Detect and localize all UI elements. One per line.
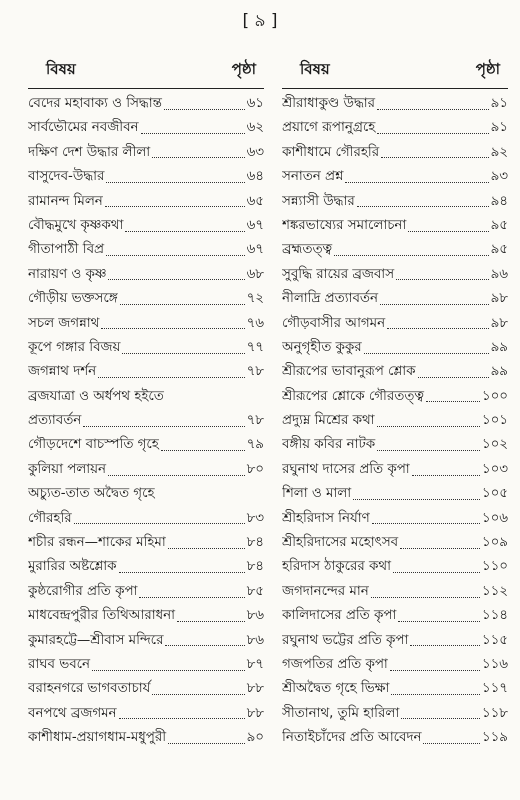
toc-entry <box>282 483 508 507</box>
toc-entry-title: বরাহনগরে ভাগবতাচার্য <box>28 681 151 697</box>
toc-entry <box>28 215 264 239</box>
toc-entry-title: শ্রীরূপের ভাবানুরূপ শ্লোক <box>282 364 416 380</box>
toc-entry <box>28 459 264 483</box>
toc-entry-page: ১১০ <box>481 559 508 575</box>
dot-leader <box>377 109 489 110</box>
toc-entry <box>282 654 508 678</box>
toc-entry <box>282 264 508 288</box>
toc-entry-title: বৌদ্ধমুখে কৃষ্ণকথা <box>28 217 124 233</box>
toc-entry <box>282 605 508 629</box>
toc-entry-title: ব্রজযাত্রা ও অর্ধপথ হইতে <box>28 388 164 404</box>
toc-entry-title: প্রয়াগে রূপানুগ্রহে <box>282 120 376 136</box>
toc-entry <box>28 313 264 337</box>
toc-entry-title: সুবুদ্ধি রায়ের ব্রজবাস <box>282 266 395 282</box>
dot-leader <box>98 377 244 378</box>
toc-entry-page: ৮৬ <box>246 632 264 648</box>
toc-entry-page: ৮০ <box>246 461 264 477</box>
dot-leader <box>108 475 245 476</box>
toc-entry-title: সার্বভৌমের নবজীবন <box>28 120 139 136</box>
toc-entry-page: ৯৬ <box>490 266 508 282</box>
toc-entry-page: ৬৩ <box>246 144 264 160</box>
dot-leader <box>391 694 480 695</box>
toc-entry <box>282 556 508 580</box>
toc-entry-page: ৯৯ <box>490 339 508 355</box>
dot-leader <box>412 475 480 476</box>
dot-leader <box>371 597 480 598</box>
toc-entry-title: ব্রহ্মতত্ত্ব <box>282 242 333 258</box>
toc-entry-title: গৌড়ীয় ভক্তসঙ্গে <box>28 291 118 307</box>
toc-entry <box>28 703 264 727</box>
toc-entry-page: ৬২ <box>246 120 264 136</box>
dot-leader <box>408 231 488 232</box>
dot-leader <box>83 426 244 427</box>
toc-entry <box>282 532 508 556</box>
header-rule <box>282 88 508 89</box>
dot-leader <box>390 670 480 671</box>
toc-entry <box>282 93 508 117</box>
toc-entry <box>28 386 264 410</box>
toc-entry-page: ৭৬ <box>246 315 264 331</box>
toc-entry-title: সচল জগন্নাথ <box>28 315 100 331</box>
toc-entry <box>28 727 264 751</box>
toc-entry <box>28 191 264 215</box>
toc-entry-page: ৯২ <box>490 144 508 160</box>
toc-entry-page: ১০২ <box>481 437 508 453</box>
toc-entry-title: গৌড়দেশে বাচস্পতি গৃহে <box>28 437 159 453</box>
toc-entry <box>282 361 508 385</box>
dot-leader <box>152 157 244 158</box>
toc-entry-title: রঘুনাথ ভট্টের প্রতি কৃপা <box>282 632 409 648</box>
toc-entry <box>282 288 508 312</box>
dot-leader <box>101 328 244 329</box>
toc-entry <box>282 630 508 654</box>
toc-entry-page: ৯৫ <box>490 217 508 233</box>
dot-leader <box>141 133 245 134</box>
toc-column-left <box>28 58 264 752</box>
toc-entry-title: শ্রীঅদ্বৈত গৃহে ভিক্ষা <box>282 681 390 697</box>
dot-leader <box>357 206 489 207</box>
toc-entry-title: হরিদাস ঠাকুরের কথা <box>282 559 391 575</box>
toc-list-left <box>28 93 264 752</box>
toc-entry-page: ১০৬ <box>481 510 508 526</box>
toc-entry-page: ১০০ <box>481 388 508 404</box>
dot-leader <box>423 743 479 744</box>
toc-entry-title: শচীর রন্ধন—শাকের মহিমা <box>28 535 166 551</box>
toc-entry-title: দক্ষিণ দেশ উদ্ধার লীলা <box>28 144 151 160</box>
toc-entry-page: ৬৫ <box>246 193 264 209</box>
dot-leader <box>105 206 245 207</box>
toc-entry <box>282 434 508 458</box>
toc-entry-title: রঘুনাথ দাসের প্রতি কৃপা <box>282 461 410 477</box>
dot-leader <box>119 718 245 719</box>
toc-entry <box>28 556 264 580</box>
toc-entry-title: গৌরহরি <box>28 510 72 526</box>
toc-entry-page: ১০৫ <box>481 486 508 502</box>
toc-entry-title: সীতানাথ, তুমি হারিলা <box>282 705 400 721</box>
toc-entry-title: শিলা ও মালা <box>282 486 352 502</box>
toc-entry-title: নারায়ণ ও কৃষ্ণ <box>28 266 107 282</box>
toc-entry <box>28 483 264 507</box>
dot-leader <box>106 255 245 256</box>
toc-entry-title: কুমারহট্টে—শ্রীবাস মন্দিরে <box>28 632 164 648</box>
toc-entry <box>28 581 264 605</box>
toc-entry-title: সনাতন প্রশ্ন <box>282 169 344 185</box>
toc-entry-title: বাসুদেব-উদ্ধার <box>28 169 105 185</box>
page-number: [ ৯ ] <box>242 11 278 31</box>
toc-entry-page: ৮৮ <box>246 681 264 697</box>
toc-entry-page: ১১২ <box>481 583 508 599</box>
dot-leader <box>120 304 245 305</box>
toc-entry-title: শ্রীহরিদাসের মহোৎসব <box>282 535 399 551</box>
toc-entry-page: ৮৫ <box>246 583 264 599</box>
toc-entry <box>28 410 264 434</box>
toc-entry <box>28 288 264 312</box>
toc-entry-page: ৯৫ <box>490 242 508 258</box>
dot-leader <box>122 353 244 354</box>
toc-entry-title: প্রদ্যুম্ন মিশ্রের কথা <box>282 413 375 429</box>
dot-leader <box>125 231 244 232</box>
toc-entry <box>28 630 264 654</box>
toc-entry-page: ১১৫ <box>481 632 508 648</box>
toc-entry-title: শঙ্করভাষ্যের সমালোচনা <box>282 217 407 233</box>
toc-entry-page: ৯১ <box>490 120 508 136</box>
toc-entry <box>28 117 264 141</box>
toc-entry <box>28 678 264 702</box>
toc-entry-page: ৬৪ <box>246 169 264 185</box>
toc-entry-title: বনপথে ব্রজগমন <box>28 705 117 721</box>
toc-entry-page: ৮৪ <box>246 535 264 551</box>
toc-entry <box>282 703 508 727</box>
toc-entry-page: ৭৮ <box>246 413 264 429</box>
dot-leader <box>387 328 489 329</box>
toc-entry <box>28 654 264 678</box>
dot-leader <box>92 670 245 671</box>
toc-entry-title: অনুগৃহীত কুকুর <box>282 339 362 355</box>
toc-entry-page: ১০৯ <box>481 535 508 551</box>
toc-entry-title: রামানন্দ মিলন <box>28 193 103 209</box>
toc-entry-page: ৮৬ <box>246 608 264 624</box>
dot-leader <box>377 450 480 451</box>
dot-leader <box>401 718 480 719</box>
toc-entry-page: ৬১ <box>246 96 264 111</box>
toc-entry <box>282 581 508 605</box>
toc-entry <box>28 239 264 263</box>
toc-entry <box>282 215 508 239</box>
toc-entry-title: জগদানন্দের মান <box>282 583 369 599</box>
toc-entry <box>28 142 264 166</box>
page-header: পৃষ্ঠা <box>231 60 256 78</box>
toc-entry <box>28 93 264 117</box>
dot-leader <box>152 694 244 695</box>
toc-entry <box>282 678 508 702</box>
toc-entry <box>282 313 508 337</box>
toc-entry-title: গীতাপাঠী বিপ্র <box>28 242 105 258</box>
dot-leader <box>398 621 480 622</box>
topic-header: বিষয় <box>46 60 76 78</box>
toc-entry-title: প্রত্যাবর্তন <box>28 413 82 429</box>
toc-entry-title: নিতাইচাঁদের প্রতি আবেদন <box>282 730 422 746</box>
toc-entry-page: ৬৭ <box>246 217 264 233</box>
dot-leader <box>168 548 245 549</box>
toc-entry-page: ৮৮ <box>246 705 264 721</box>
dot-leader <box>381 157 488 158</box>
dot-leader <box>165 645 244 646</box>
toc-entry-title: গৌড়বাসীর আগমন <box>282 315 386 331</box>
toc-entry <box>282 337 508 361</box>
toc-entry-title: কাশীধাম-প্রয়াগধাম-মধুপুরী <box>28 730 167 746</box>
toc-entry-title: শ্রীরূপের শ্লোকে গৌরতত্ত্ব <box>282 388 424 404</box>
toc-entry <box>28 361 264 385</box>
toc-entry <box>28 264 264 288</box>
toc-entry <box>28 337 264 361</box>
dot-leader <box>345 182 488 183</box>
dot-leader <box>353 499 480 500</box>
toc-entry-title: বঙ্গীয় কবির নাটক <box>282 437 376 453</box>
toc-entry-page: ৮৪ <box>246 559 264 575</box>
toc-entry-page: ৯৮ <box>490 315 508 331</box>
toc-entry-title: শ্রীরাধাকুণ্ড উদ্ধার <box>282 96 376 111</box>
toc-entry-title: মুরারির অষ্টশ্লোক <box>28 559 117 575</box>
toc-entry-page: ৭৯ <box>246 437 264 453</box>
toc-entry-title: কাশীধামে গৌরহরি <box>282 144 380 160</box>
toc-entry <box>282 117 508 141</box>
column-header <box>282 58 508 84</box>
toc-entry-title: নীলাদ্রি প্রত্যাবর্তন <box>282 291 378 307</box>
column-header <box>28 58 264 84</box>
toc-list-right <box>282 93 508 752</box>
dot-leader <box>139 597 244 598</box>
toc-entry-title: মাধবেন্দ্রপুরীর তিথিআরাধনা <box>28 608 176 624</box>
toc-entry-page: ১১৭ <box>481 681 508 697</box>
toc-entry <box>282 410 508 434</box>
dot-leader <box>106 182 244 183</box>
dot-leader <box>177 621 245 622</box>
toc-entry-page: ১১৯ <box>481 730 508 746</box>
toc-entry-title: কূপে গঙ্গার বিজয় <box>28 339 121 355</box>
toc-entry <box>282 459 508 483</box>
toc-entry <box>28 532 264 556</box>
toc-entry-page: ১১৮ <box>481 705 508 721</box>
dot-leader <box>380 304 489 305</box>
toc-entry-page: ১০৩ <box>481 461 508 477</box>
toc-entry-page: ৬৭ <box>246 242 264 258</box>
toc-entry-page: ১০১ <box>481 413 508 429</box>
dot-leader <box>410 645 480 646</box>
toc-entry <box>282 191 508 215</box>
toc-entry-title: শ্রীহরিদাস নির্যাণ <box>282 510 370 526</box>
toc-entry <box>28 605 264 629</box>
toc-entry <box>282 386 508 410</box>
toc-entry-page: ৯৩ <box>490 169 508 185</box>
dot-leader <box>364 353 489 354</box>
dot-leader <box>168 743 245 744</box>
toc-entry-title: জগন্নাথ দর্শন <box>28 364 97 380</box>
toc-entry-page: ১১৪ <box>481 608 508 624</box>
dot-leader <box>334 255 489 256</box>
dot-leader <box>377 426 480 427</box>
header-rule <box>28 88 264 89</box>
toc-entry <box>282 508 508 532</box>
toc-entry <box>282 166 508 190</box>
dot-leader <box>377 133 488 134</box>
toc-entry-page: ৯৪ <box>490 193 508 209</box>
toc-entry-page: ৯৯ <box>490 364 508 380</box>
toc-entry-page: ৮৩ <box>246 510 264 526</box>
dot-leader <box>108 279 244 280</box>
toc-entry-title: কুলিয়া পলায়ন <box>28 461 107 477</box>
toc-entry-page: ৯১ <box>490 96 508 111</box>
dot-leader <box>396 279 489 280</box>
dot-leader <box>74 523 245 524</box>
toc-entry-title: গজপতির প্রতি কৃপা <box>282 656 388 672</box>
toc-entry-page: ৯৮ <box>490 291 508 307</box>
toc-column-right <box>282 58 508 752</box>
dot-leader <box>119 572 245 573</box>
dot-leader <box>161 450 245 451</box>
dot-leader <box>418 377 489 378</box>
toc-entry-page: ৭৮ <box>246 364 264 380</box>
toc-entry-page: ১১৬ <box>481 656 508 672</box>
dot-leader <box>164 109 245 110</box>
dot-leader <box>426 401 480 402</box>
toc-entry <box>282 239 508 263</box>
dot-leader <box>400 548 480 549</box>
toc-entry <box>282 142 508 166</box>
toc-entry-page: ৭৭ <box>246 339 264 355</box>
toc-entry-title: বেদের মহাবাক্য ও সিদ্ধান্ত <box>28 96 162 111</box>
toc-entry-page: ৭২ <box>246 291 264 307</box>
toc-entry-title: রাঘব ভবনে <box>28 656 91 672</box>
toc-entry <box>28 508 264 532</box>
toc-entry-page: ৯০ <box>246 730 264 746</box>
dot-leader <box>372 523 480 524</box>
page-header: পৃষ্ঠা <box>475 60 500 78</box>
topic-header: বিষয় <box>300 60 330 78</box>
toc-entry-page: ৮৭ <box>246 656 264 672</box>
toc-entry <box>28 166 264 190</box>
toc-entry-title: কালিদাসের প্রতি কৃপা <box>282 608 397 624</box>
toc-entry-page: ৬৮ <box>246 266 264 282</box>
toc-entry-title: কুষ্ঠরোগীর প্রতি কৃপা <box>28 583 138 599</box>
toc-entry <box>282 727 508 751</box>
dot-leader <box>393 572 480 573</box>
toc-entry-title: সন্ন্যাসী উদ্ধার <box>282 193 355 209</box>
toc-entry-title: অচ্যুত-তাত অদ্বৈত গৃহে <box>28 486 155 502</box>
toc-entry <box>28 434 264 458</box>
